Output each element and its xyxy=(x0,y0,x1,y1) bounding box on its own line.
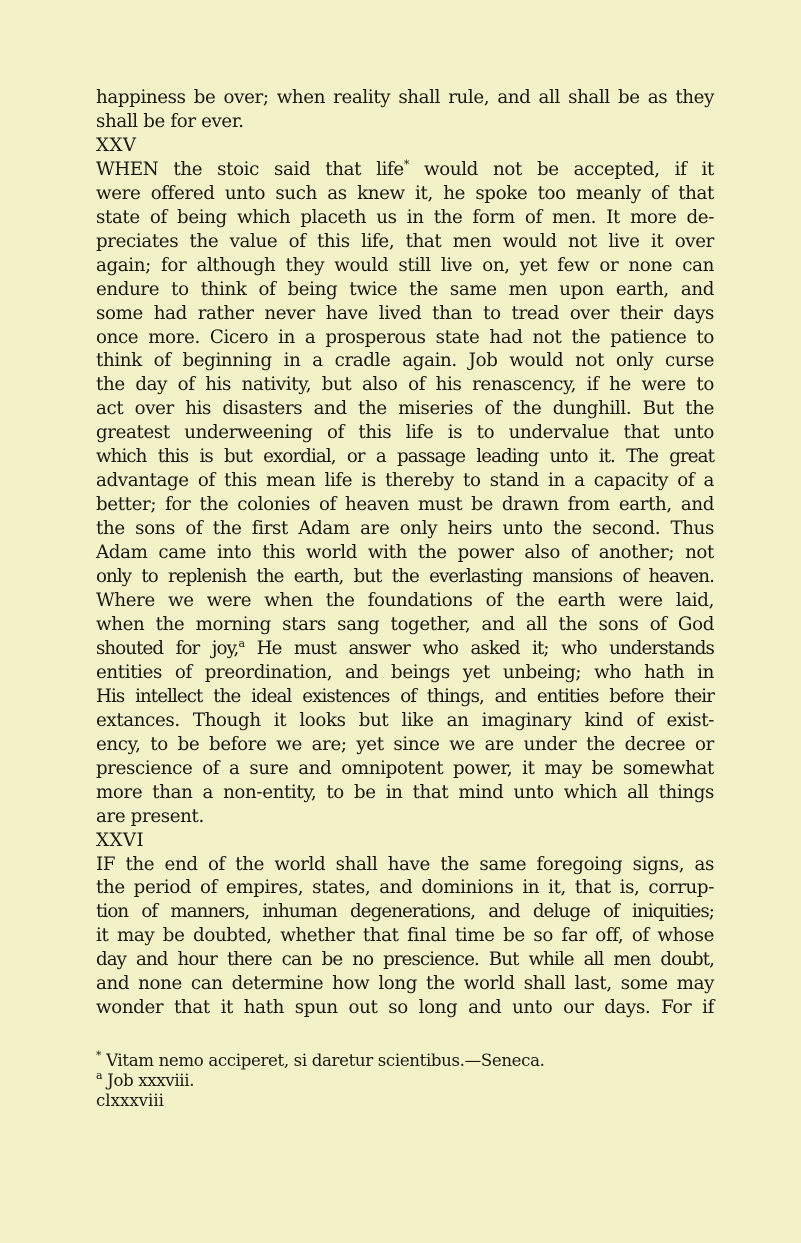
text-line: it may be doubted, whether that final time be so far off, of whose xyxy=(96,925,714,947)
text-line: advantage of this mean life is thereby to stand in a capacity of a xyxy=(96,470,714,492)
text-line: some had rather never have lived than to tread over their days xyxy=(96,302,714,324)
text-line: once more. Cicero in a prosperous state had not the patience to xyxy=(96,326,714,348)
text-line: the sons of the first Adam are only heirs unto the second. Thus xyxy=(96,518,714,540)
text-line: were offered unto such as knew it, he spoke too meanly of that xyxy=(96,182,714,204)
text-line: more than a non-entity, to be in that mind unto which all things xyxy=(96,781,714,803)
text-line: better; for the colonies of heaven must be drawn from earth, and xyxy=(96,494,714,516)
text-line: are present. xyxy=(96,805,204,827)
text-line: act over his disasters and the miseries of the dunghill. But the xyxy=(96,398,714,420)
text-line: ency, to be before we are; yet since we are under the decree or xyxy=(96,733,714,755)
text-line: WHEN the stoic said that life* would not be accepted, if it xyxy=(96,157,714,180)
footnote: * Vitam nemo acciperet, si daretur scientibus.—Seneca. xyxy=(96,1049,545,1071)
text-line: tion of manners, inhuman degenerations, and deluge of iniquities; xyxy=(96,901,714,923)
text-line: His intellect the ideal existences of things, and entities before their xyxy=(96,685,714,707)
footnote: $^a$ Job xxxviii. xyxy=(96,1069,195,1091)
text-line: wonder that it hath spun out so long and unto our days. For if xyxy=(96,997,714,1019)
text-line: and none can determine how long the world shall last, some may xyxy=(96,973,714,995)
footnote-mark: a xyxy=(238,636,245,650)
footnote-mark: a xyxy=(96,1069,103,1083)
text-line: shall be for ever. xyxy=(96,110,244,132)
text-line: the period of empires, states, and dominions in it, that is, corrup- xyxy=(96,877,714,899)
section-numeral-xxv: XXV xyxy=(96,134,137,156)
page-body xyxy=(96,86,714,1111)
footnote-mark: * xyxy=(96,1049,102,1063)
page-number: clxxxviii xyxy=(96,1091,164,1111)
text-line: happiness be over; when reality shall rule, and all shall be as they xyxy=(96,87,714,108)
text-line: think of beginning in a cradle again. Job would not only curse xyxy=(96,350,714,372)
text-line: state of being which placeth us in the form of men. It more de- xyxy=(96,206,714,228)
text-line: day and hour there can be no prescience. But while all men doubt, xyxy=(96,949,714,971)
footnote-mark: * xyxy=(403,157,409,171)
text-line: shouted for joy,$^a$ He must answer who asked it; who understands xyxy=(96,636,714,659)
text-line: prescience of a sure and omnipotent power, it may be somewhat xyxy=(96,757,714,779)
section-numeral-xxvi: XXVI xyxy=(96,829,145,851)
text-line: preciates the value of this life, that men would not live it over xyxy=(96,230,714,252)
footnotes xyxy=(96,1051,714,1091)
text-line: greatest underweening of this life is to undervalue that unto xyxy=(96,422,714,444)
text-line: again; for although they would still live on, yet few or none can xyxy=(96,254,714,276)
text-line: IF the end of the world shall have the same foregoing signs, as xyxy=(96,853,714,875)
text-line: the day of his nativity, but also of his renascency, if he were to xyxy=(96,374,714,396)
text-line: Where we were when the foundations of the earth were laid, xyxy=(96,590,714,612)
text-line: which this is but exordial, or a passage leading unto it. The great xyxy=(96,446,714,468)
text-line: only to replenish the earth, but the everlasting mansions of heaven. xyxy=(96,566,714,588)
text-line: extances. Though it looks but like an imaginary kind of exist- xyxy=(96,709,714,731)
text-line: when the morning stars sang together, and all the sons of God xyxy=(96,613,714,635)
text-line: entities of preordination, and beings yet unbeing; who hath in xyxy=(96,661,714,683)
text-line: endure to think of being twice the same men upon earth, and xyxy=(96,278,714,300)
text-line: Adam came into this world with the power also of another; not xyxy=(96,542,714,564)
